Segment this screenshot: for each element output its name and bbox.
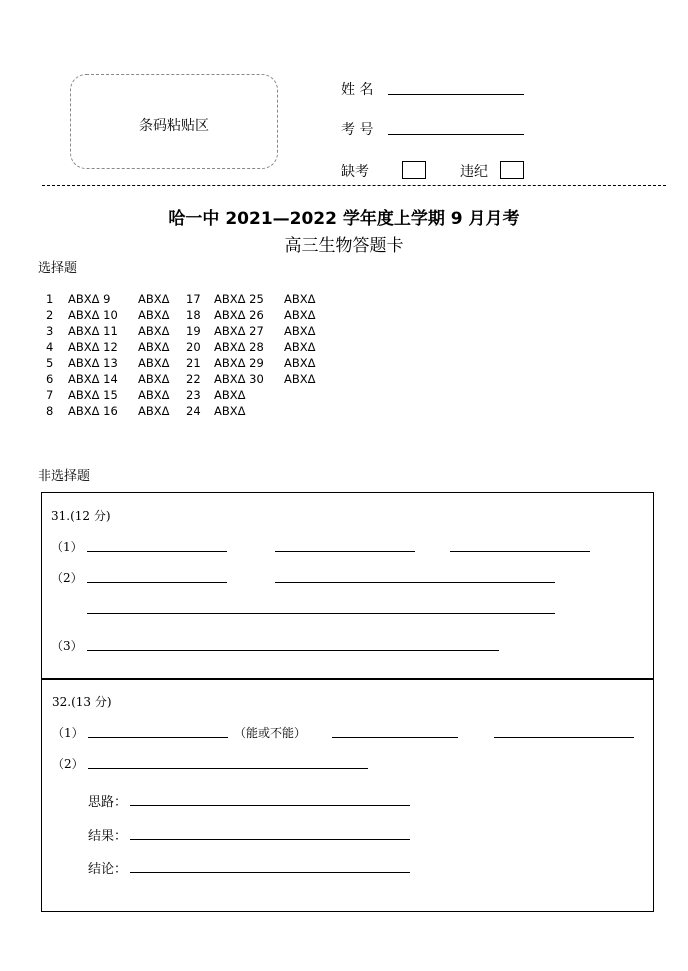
answer-options[interactable]: ABXΔ	[138, 356, 170, 370]
answer-options[interactable]: ABXΔ 28	[214, 340, 264, 354]
question-number: 8	[46, 404, 54, 418]
answer-line[interactable]	[450, 551, 590, 552]
idea-answer-line[interactable]	[130, 805, 410, 806]
barcode-area-label: 条码粘贴区	[139, 118, 209, 134]
nonchoice-section-label: 非选择题	[38, 469, 91, 484]
answer-options[interactable]: ABXΔ 15	[68, 388, 118, 402]
result-label: 结果：	[88, 829, 128, 844]
question-31-part1-label: （1）	[51, 540, 83, 554]
answer-options[interactable]: ABXΔ	[138, 404, 170, 418]
exam-title: 哈一中 2021—2022 学年度上学期 9 月月考	[168, 209, 520, 229]
answer-line[interactable]	[88, 768, 368, 769]
exam-number-field[interactable]	[388, 134, 524, 135]
answer-options[interactable]: ABXΔ	[214, 404, 246, 418]
answer-options[interactable]: ABXΔ	[138, 340, 170, 354]
question-number: 17	[186, 292, 201, 306]
answer-options[interactable]: ABXΔ 29	[214, 356, 264, 370]
answer-options[interactable]: ABXΔ	[284, 372, 316, 386]
idea-label: 思路：	[88, 795, 128, 810]
question-32-header: 32.(13 分)	[52, 695, 112, 709]
question-number: 1	[46, 292, 54, 306]
answer-line[interactable]	[87, 582, 227, 583]
question-number: 18	[186, 308, 201, 322]
answer-options[interactable]: ABXΔ	[284, 340, 316, 354]
conclusion-answer-line[interactable]	[130, 872, 410, 873]
name-field[interactable]	[388, 94, 524, 95]
question-31-part3-label: （3）	[51, 639, 83, 653]
answer-line[interactable]	[494, 737, 634, 738]
question-31-part2-label: （2）	[51, 571, 83, 585]
answer-options[interactable]: ABXΔ 26	[214, 308, 264, 322]
question-31-box	[41, 492, 654, 679]
answer-options[interactable]: ABXΔ 16	[68, 404, 118, 418]
answer-options[interactable]: ABXΔ	[138, 388, 170, 402]
answer-line[interactable]	[87, 551, 227, 552]
answer-line[interactable]	[332, 737, 458, 738]
answer-options[interactable]: ABXΔ 30	[214, 372, 264, 386]
answer-options[interactable]: ABXΔ 9	[68, 292, 111, 306]
answer-options[interactable]: ABXΔ 11	[68, 324, 118, 338]
answer-options[interactable]: ABXΔ 12	[68, 340, 118, 354]
answer-options[interactable]: ABXΔ 14	[68, 372, 118, 386]
violation-label: 违纪	[460, 164, 488, 180]
cut-line-divider	[42, 185, 666, 186]
absent-checkbox[interactable]	[402, 161, 426, 179]
question-32-part2-label: （2）	[52, 757, 84, 771]
answer-line[interactable]	[275, 582, 555, 583]
result-answer-line[interactable]	[130, 839, 410, 840]
question-number: 6	[46, 372, 54, 386]
question-32-box	[41, 679, 654, 912]
barcode-area	[70, 74, 278, 169]
question-32-part1-label: （1）	[52, 726, 84, 740]
answer-options[interactable]: ABXΔ	[284, 308, 316, 322]
answer-options[interactable]: ABXΔ	[284, 292, 316, 306]
answer-options[interactable]: ABXΔ 13	[68, 356, 118, 370]
question-31-header: 31.(12 分)	[51, 509, 111, 523]
answer-options[interactable]: ABXΔ	[138, 308, 170, 322]
answer-options[interactable]: ABXΔ	[284, 324, 316, 338]
absent-label: 缺考	[341, 164, 369, 180]
answer-line[interactable]	[88, 737, 228, 738]
answer-options[interactable]: ABXΔ	[138, 292, 170, 306]
answer-line[interactable]	[87, 650, 499, 651]
question-number: 20	[186, 340, 201, 354]
answer-line[interactable]	[87, 613, 555, 614]
answer-options[interactable]: ABXΔ	[138, 324, 170, 338]
answer-options[interactable]: ABXΔ 25	[214, 292, 264, 306]
question-number: 5	[46, 356, 54, 370]
choice-section-label: 选择题	[38, 261, 78, 276]
answer-options[interactable]: ABXΔ 27	[214, 324, 264, 338]
question-number: 7	[46, 388, 54, 402]
answer-options[interactable]: ABXΔ	[138, 372, 170, 386]
can-or-not-hint: （能或不能）	[234, 726, 307, 740]
exam-number-label: 考 号	[341, 122, 374, 138]
question-number: 21	[186, 356, 201, 370]
name-label: 姓 名	[341, 82, 374, 98]
answer-options[interactable]: ABXΔ	[214, 388, 246, 402]
conclusion-label: 结论：	[88, 862, 128, 877]
answer-options[interactable]: ABXΔ 10	[68, 308, 118, 322]
question-number: 22	[186, 372, 201, 386]
question-number: 23	[186, 388, 201, 402]
question-number: 24	[186, 404, 201, 418]
answer-options[interactable]: ABXΔ	[284, 356, 316, 370]
question-number: 4	[46, 340, 54, 354]
answer-line[interactable]	[275, 551, 415, 552]
answer-card-subtitle: 高三生物答题卡	[284, 236, 404, 256]
question-number: 3	[46, 324, 54, 338]
question-number: 2	[46, 308, 54, 322]
violation-checkbox[interactable]	[500, 161, 524, 179]
question-number: 19	[186, 324, 201, 338]
